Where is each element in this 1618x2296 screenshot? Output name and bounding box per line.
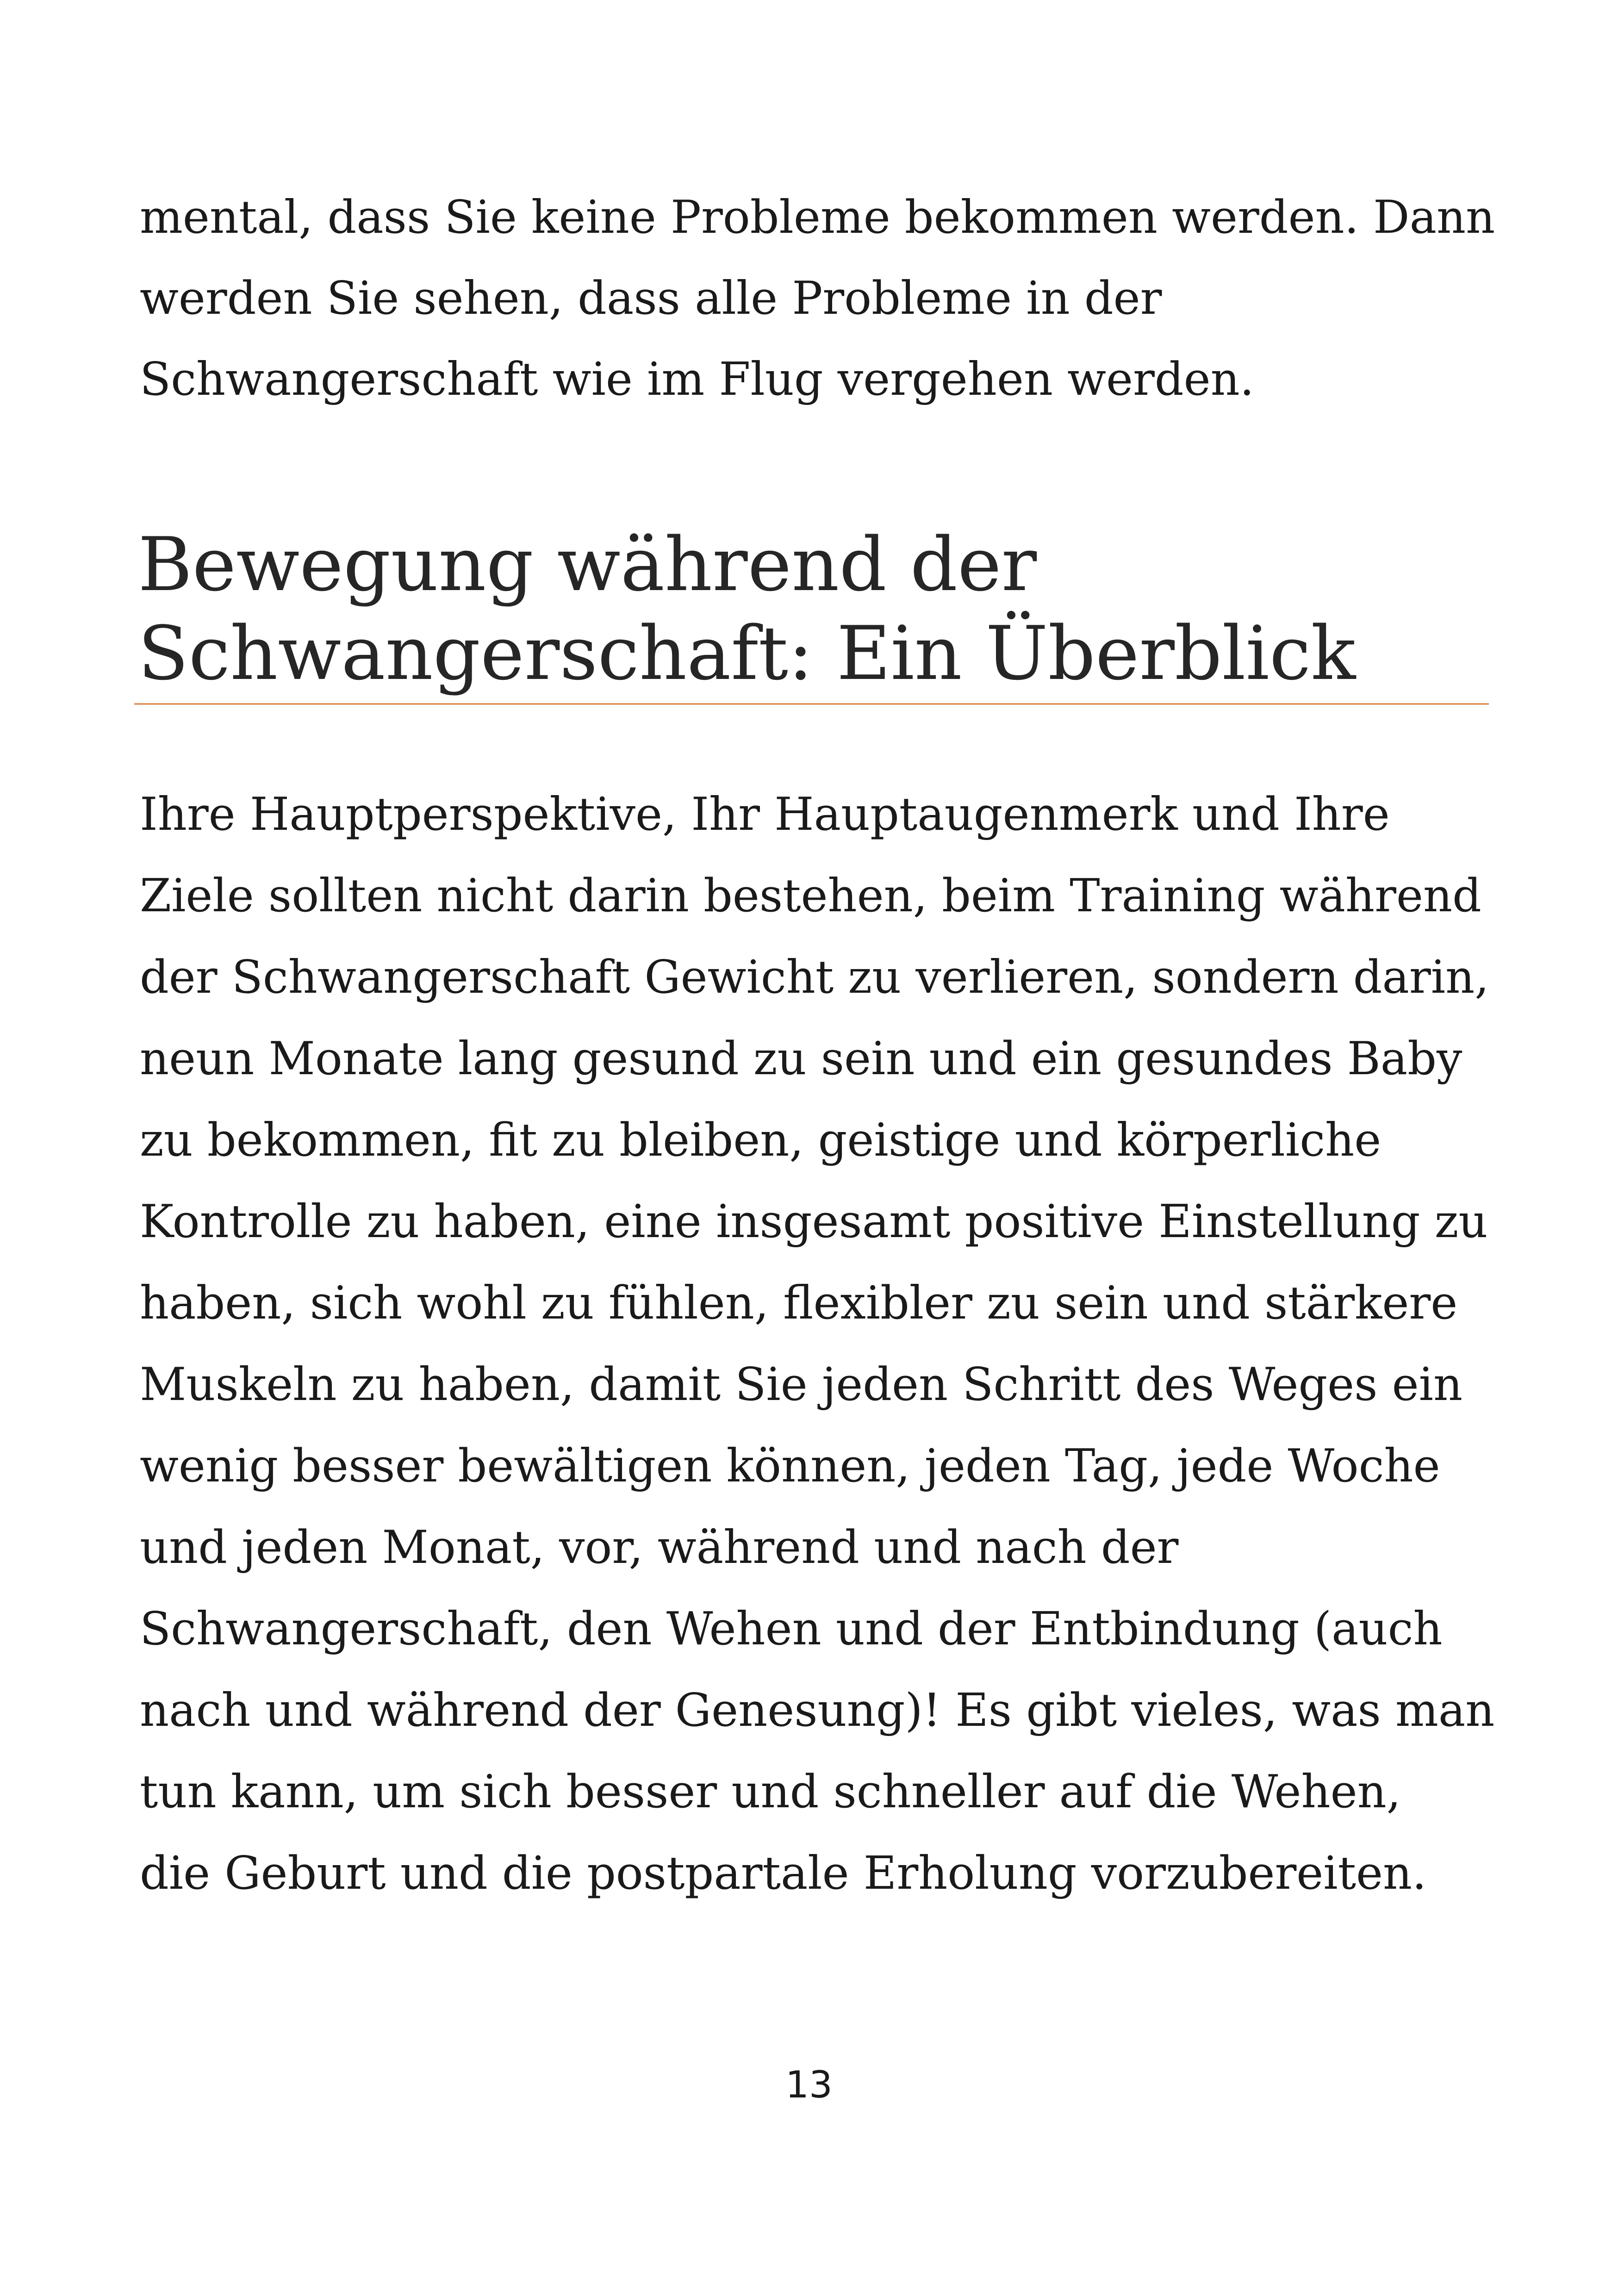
heading-underline-rule — [134, 703, 1489, 705]
body-line: zu bekommen, fit zu bleiben, geistige und körperliche — [140, 1114, 1382, 1167]
body-line: die Geburt und die postpartale Erholung vorzubereiten. — [140, 1847, 1427, 1900]
body-line: Schwangerschaft, den Wehen und der Entbindung (auch — [140, 1603, 1443, 1655]
body-line: der Schwangerschaft Gewicht zu verlieren, sondern darin, — [140, 951, 1489, 1004]
body-line: Ihre Hauptperspektive, Ihr Hauptaugenmerk und Ihre — [140, 788, 1390, 841]
intro-line: Schwangerschaft wie im Flug vergehen werden. — [140, 353, 1254, 406]
body-line: neun Monate lang gesund zu sein und ein gesundes Baby — [140, 1033, 1462, 1085]
body-line: Muskeln zu haben, damit Sie jeden Schritt des Weges ein — [140, 1358, 1463, 1411]
section-heading-line: Bewegung während der — [138, 521, 1037, 608]
body-line: wenig besser bewältigen können, jeden Tag, jede Woche — [140, 1440, 1440, 1493]
intro-line: werden Sie sehen, dass alle Probleme in der — [140, 272, 1162, 325]
page-number: 13 — [785, 2063, 833, 2106]
intro-line: mental, dass Sie keine Probleme bekommen werden. Dann — [140, 191, 1495, 244]
body-line: Ziele sollten nicht darin bestehen, beim Training während — [140, 870, 1481, 922]
body-line: nach und während der Genesung)! Es gibt vieles, was man — [140, 1684, 1495, 1737]
body-line: und jeden Monat, vor, während und nach der — [140, 1521, 1179, 1574]
body-line: haben, sich wohl zu fühlen, flexibler zu sein und stärkere — [140, 1277, 1458, 1330]
body-line: tun kann, um sich besser und schneller auf die Wehen, — [140, 1766, 1401, 1818]
body-line: Kontrolle zu haben, eine insgesamt positive Einstellung zu — [140, 1195, 1488, 1248]
section-heading-line: Schwangerschaft: Ein Überblick — [138, 610, 1356, 697]
